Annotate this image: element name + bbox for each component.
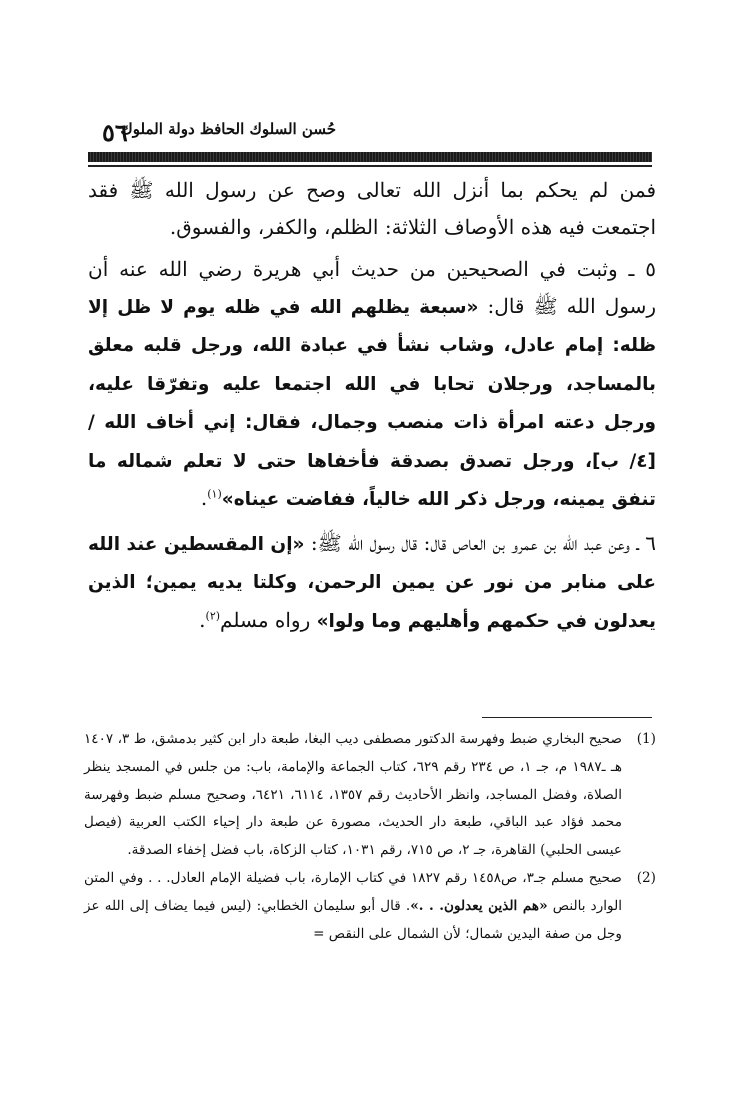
footnotes <box>84 726 656 948</box>
paragraph-2 <box>88 251 656 519</box>
footnote-ref-2: (٢) <box>205 608 221 622</box>
main-text <box>88 172 656 646</box>
page-header <box>88 112 652 148</box>
header-rule-thin <box>88 165 652 167</box>
footnote-2 <box>84 865 656 948</box>
hadith-just-ones: «إن المقسطين عند الله على منابر من نور عن يمين الرحمن، وكلتا يديه يمين؛ الذين يعدلون في حكمهم وأهليهم وما ولوا» <box>88 533 656 632</box>
paragraph-1-text: فمن لم يحكم بما أنزل الله تعالى وصح عن رسول الله ﷺ فقد اجتمعت فيه هذه الأوصاف الثلاثة: الظلم، والكفر، والفسوق. <box>88 178 656 239</box>
page-number: ٥٦ <box>102 118 128 147</box>
footnote-ref-1: (١) <box>207 487 222 501</box>
footnote-2-number: (2) <box>636 869 656 886</box>
footnote-1 <box>84 726 656 865</box>
footnote-2-text-before: صحيح مسلم جـ٣، ص١٤٥٨ رقم ١٨٢٧ في كتاب الإمارة، باب فضيلة الإمام العادل. . . وفي المتن الوارد بالنص <box>84 869 622 914</box>
paragraph-3-end: . <box>199 607 206 632</box>
footnote-2-text-after: . قال أبو سليمان الخطابي: (ليس فيما يضاف إلى الله عز وجل من صفة اليدين شمال؛ لأن الشمال على النقص = <box>84 897 622 942</box>
paragraph-2-intro: ٥ ـ وثبت في الصحيحين من حديث أبي هريرة رضي الله عنه أن رسول الله ﷺ قال: <box>88 257 656 318</box>
paragraph-3-source: رواه مسلم <box>220 607 317 632</box>
paragraph-1 <box>88 172 656 245</box>
hadith-seven-shade: «سبعة يظلهم الله في ظله يوم لا ظل إلا ظله: إمام عادل، وشاب نشأ في عبادة الله، ورجل قلبه معلق بالمساجد، ورجلان تحابا في الله اجتمعا عليه وتفرّقا عليه، ورجل دعته امرأة ذات منصب وجمال، فقال: إني أخاف الله / [٤/ ب]، ورجل تصدق بصدقة فأخفاها حتى لا تعلم شماله ما تنفق يمينه، ورجل ذكر الله خالياً، ففاضت عيناه» <box>88 296 656 510</box>
paragraph-2-end: . <box>200 486 208 510</box>
running-title: حُسن السلوك الحافظ دولة الملوك <box>120 120 336 138</box>
footnote-2-quote: «هم الذين يعدلون. . .» <box>410 897 548 914</box>
footnote-1-text: صحيح البخاري ضبط وفهرسة الدكتور مصطفى ديب البغا، طبعة دار ابن كثير بدمشق، ط ٣، ١٤٠٧ هـ ـ١٩٨٧ م، جـ ١، ص ٢٣٤ رقم ٦٢٩، كتاب الجماعة والإمامة، باب: من جلس في المسجد ينظر الصلاة، وفضل المساجد، وانظر الأحاديث رقم ١٣٥٧، ٦١١٤، ٦٤٢١، وصحيح مسلم ضبط وفهرسة محمد فؤاد عبد الباقي، طبعة دار الحديث، مصورة عن طبعة دار إحياء الكتب العربية (فيصل عيسى الحلبي) القاهرة، جـ ٢، ص ٧١٥، رقم ١٠٣١، كتاب الزكاة، باب فضل إخفاء الصدقة. <box>84 731 622 859</box>
header-rule <box>88 152 652 162</box>
footnote-separator <box>482 717 652 718</box>
paragraph-3-intro: ٦ ـ وعن عبد الله بن عمرو بن العاص قال: قال رسول الله ﷺ: <box>304 530 656 555</box>
paragraph-3 <box>88 525 656 641</box>
footnote-1-number: (1) <box>636 731 656 747</box>
